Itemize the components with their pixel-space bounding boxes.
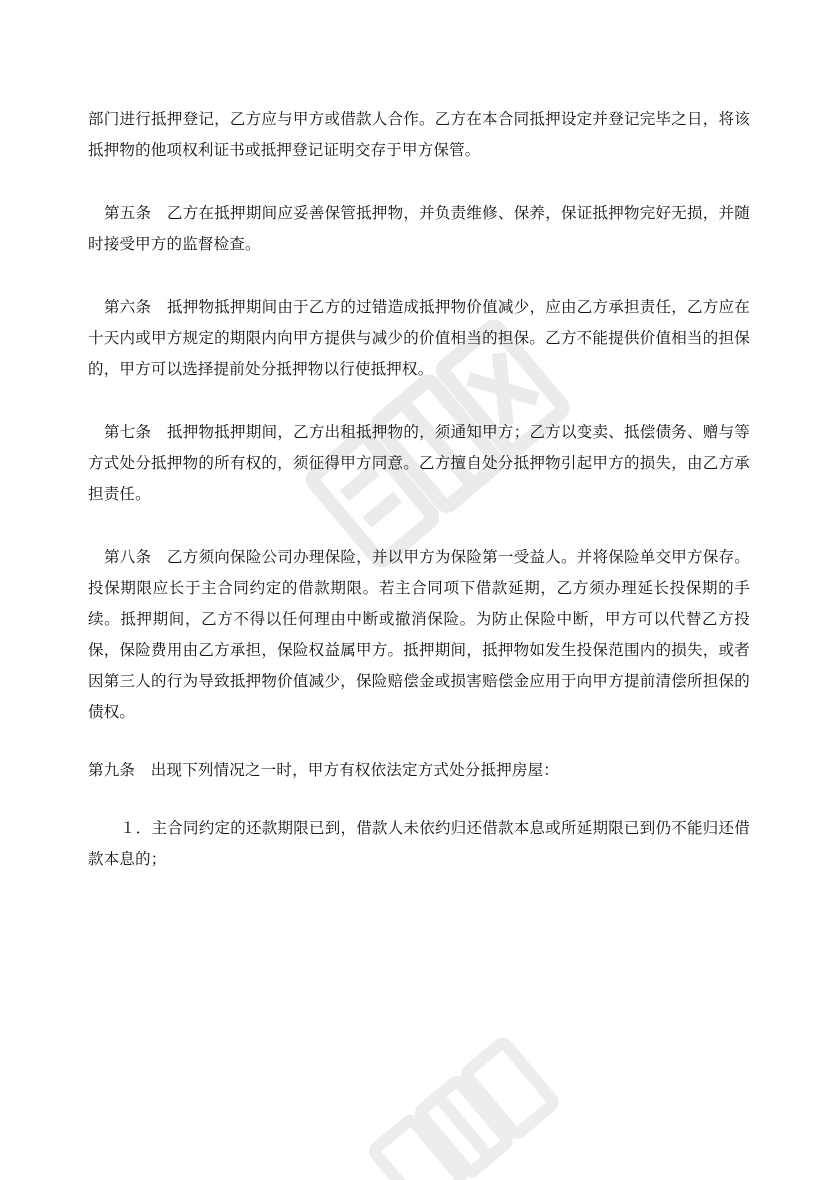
paragraph-continuation: 部门进行抵押登记，乙方应与甲方或借款人合作。乙方在本合同抵押设定并登记完毕之日，将该抵押物的他项权利证书或抵押登记证明交存于甲方保管。 <box>88 110 750 159</box>
article-9-item-1: １．主合同约定的还款期限已到，借款人未依约归还借款本息或所延期限已到仍不能归还借款本息的； <box>88 819 750 868</box>
article-9: 第九条 出现下列情况之一时，甲方有权依法定方式处分抵押房屋： <box>88 761 560 779</box>
article-7: 第七条 抵押物抵押期间，乙方出租抵押物的，须通知甲方；乙方以变卖、抵偿债务、赠与等方式处分抵押物的所有权的，须征得甲方同意。乙方擅自处分抵押物引起甲方的损失，由乙方承担责任。 <box>88 423 750 503</box>
article-5: 第五条 乙方在抵押期间应妥善保管抵押物，并负责维修、保养，保证抵押物完好无损，并随时接受甲方的监督检查。 <box>88 204 750 253</box>
article-6: 第六条 抵押物抵押期间由于乙方的过错造成抵押物价值减少，应由乙方承担责任，乙方应在十天内或甲方规定的期限内向甲方提供与减少的价值相当的担保。乙方不能提供价值相当的担保的，甲方可以选择提前处分抵押物以行使抵押权。 <box>88 298 750 378</box>
article-8: 第八条 乙方须向保险公司办理保险，并以甲方为保险第一受益人。并将保险单交甲方保存。投保期限应长于主合同约定的借款期限。若主合同项下借款延期，乙方须办理延长投保期的手续。抵押期间，乙方不得以任何理由中断或撤消保险。为防止保险中断，甲方可以代替乙方投保，保险费用由乙方承担，保险权益属甲方。抵押期间，抵押物如发生投保范围内的损失，或者因第三人的行为导致抵押物价值减少，保险赔偿金或损害赔偿金应用于向甲方提前清偿所担保的债权。 <box>88 548 750 721</box>
document-body <box>88 104 750 875</box>
watermark-stamp-bottom-icon <box>360 1030 560 1180</box>
